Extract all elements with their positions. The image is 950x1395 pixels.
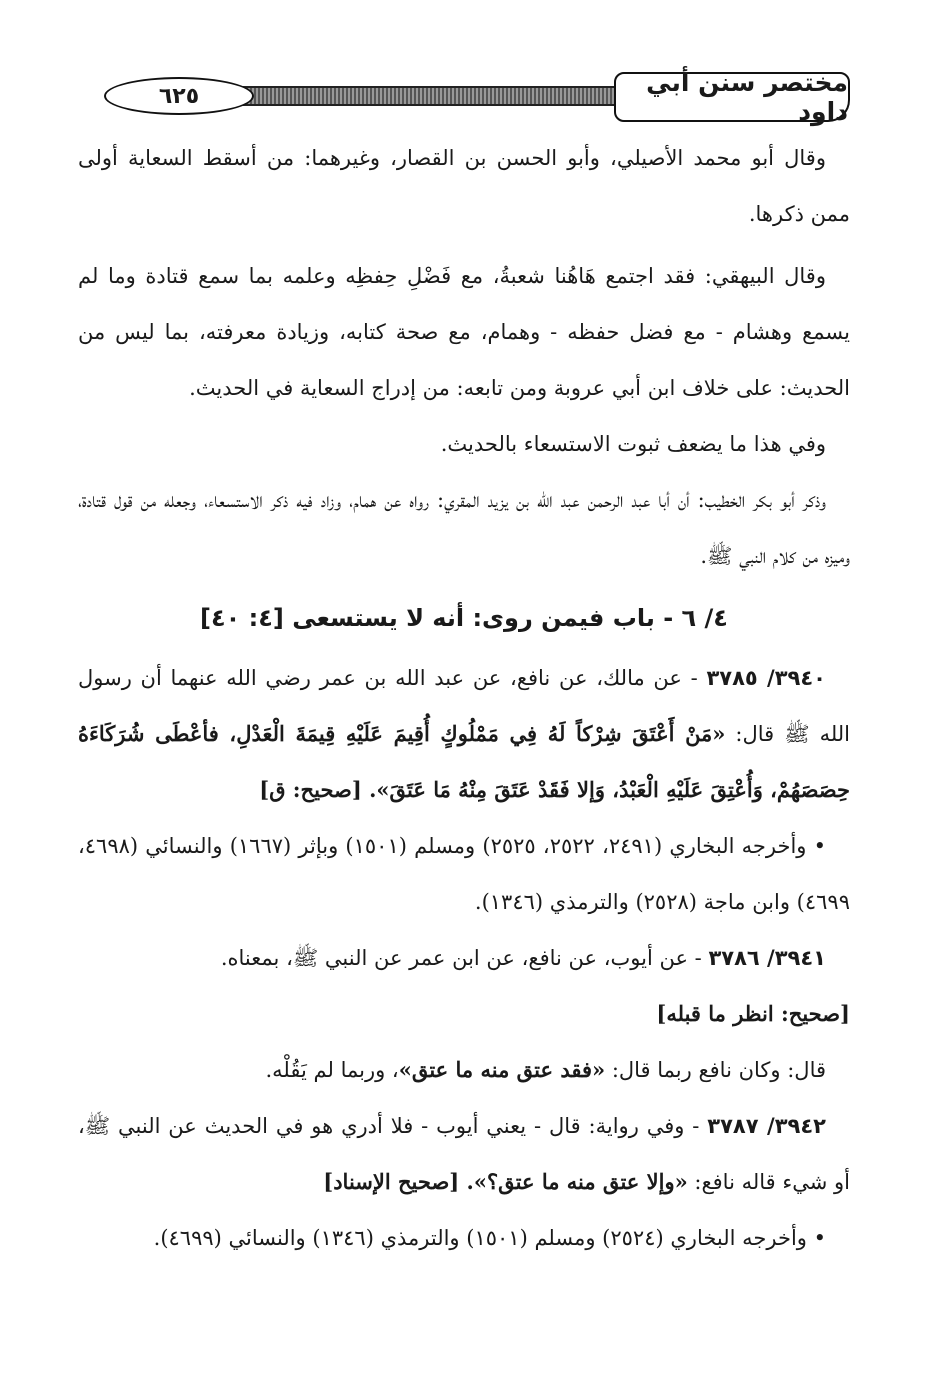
hadith-text: - وفي رواية: قال - يعني أيوب - فلا أدري هو في الحديث عن النبي ﷺ، أو شيء قاله نافع: xyxy=(78,1114,850,1194)
chapter-heading: ٤/ ٦ - باب فيمن روى: أنه لا يستسعى [٤: ٤٠] xyxy=(200,604,728,632)
nafi-note xyxy=(78,1042,850,1098)
hadith-isnad: - عن مالك، عن نافع، عن عبد الله بن عمر رضي الله عنهما أن رسول الله ﷺ قال: xyxy=(78,666,851,746)
hadith-3941 xyxy=(78,930,850,986)
note-suffix: ، وربما لم يَقُلْه. xyxy=(265,1058,399,1082)
takhrij-3940: • وأخرجه البخاري (٢٤٩١، ٢٥٢٢، ٢٥٢٥) ومسلم (١٥٠١) وبإثر (١٦٦٧) والنسائي (٤٦٩٨، ٤٦٩٩) وابن ماجة (٢٥٢٨) والترمذي (١٣٤٦). xyxy=(78,834,850,914)
note-prefix: قال: وكان نافع ربما قال: xyxy=(605,1058,826,1082)
hadith-number: ٣٩٤١/ ٣٧٨٦ xyxy=(708,946,826,970)
paragraph-bayhaqi: وقال البيهقي: فقد اجتمع هَاهُنا شعبةُ، مع فَضْلِ حِفظِه وعلمه بما سمع قتادة وما لم يسمع وهشام - مع فضل حفظه - وهمام، مع صحة كتابه، وزيادة معرفته، بما ليس من الحديث: على خلاف ابن أبي عروبة ومن تابعه: من إدراج السعاية في الحديث. xyxy=(78,264,850,400)
paragraph-khatib: وذكر أبو بكر الخطيب: أن أبا عبد الرحمن عبد الله بن يزيد المقري: رواه عن همام، وزاد فيه ذكر الاستسعاء، وجعله من قول قتادة، وميزه من كلام النبي ﷺ. xyxy=(78,488,850,568)
page-body xyxy=(78,130,850,1266)
page-header xyxy=(78,68,850,126)
hadith-3940 xyxy=(78,650,850,818)
book-title: مختصر سنن أبي داود xyxy=(614,72,850,122)
hadith-3942 xyxy=(78,1098,850,1210)
paragraph-istisa: وفي هذا ما يضعف ثبوت الاستسعاء بالحديث. xyxy=(440,432,826,456)
hadith-matn: «مَنْ أَعْتَقَ شِرْكاً لَهُ فِي مَمْلُوكٍ أُقِيمَ عَلَيْهِ قِيمَةَ الْعَدْلِ، فأعْطَى شُرَكَاءَهُ حِصَصَهُمْ، وَأُعْتِقَ عَلَيْهِ الْعَبْدُ، وَإلا فَقَدْ عَتَقَ مِنْهُ مَا عَتَقَ». xyxy=(78,721,850,802)
hadith-3941-grade: [صحيح: انظر ما قبله] xyxy=(656,1001,850,1026)
hadith-number: ٣٩٤٢/ ٣٧٨٧ xyxy=(707,1114,826,1138)
hadith-text: - عن أيوب، عن نافع، عن ابن عمر عن النبي ﷺ، بمعناه. xyxy=(220,946,709,970)
hadith-quote: «وإلا عتق منه ما عتق؟» xyxy=(473,1169,688,1194)
hadith-number: ٣٩٤٠/ ٣٧٨٥ xyxy=(706,666,827,690)
hadith-grade: [صحيح: ق] xyxy=(259,777,370,802)
note-quote: «فقد عتق منه ما عتق» xyxy=(398,1057,606,1082)
hadith-grade: . [صحيح الإسناد] xyxy=(323,1169,474,1194)
page-number: ٦٢٥ xyxy=(104,77,254,115)
takhrij-3942: • وأخرجه البخاري (٢٥٢٤) ومسلم (١٥٠١) والترمذي (١٣٤٦) والنسائي (٤٦٩٩). xyxy=(153,1226,826,1250)
paragraph-asili: وقال أبو محمد الأصيلي، وأبو الحسن بن القصار، وغيرهما: من أسقط السعاية أولى ممن ذكرها. xyxy=(78,146,850,226)
